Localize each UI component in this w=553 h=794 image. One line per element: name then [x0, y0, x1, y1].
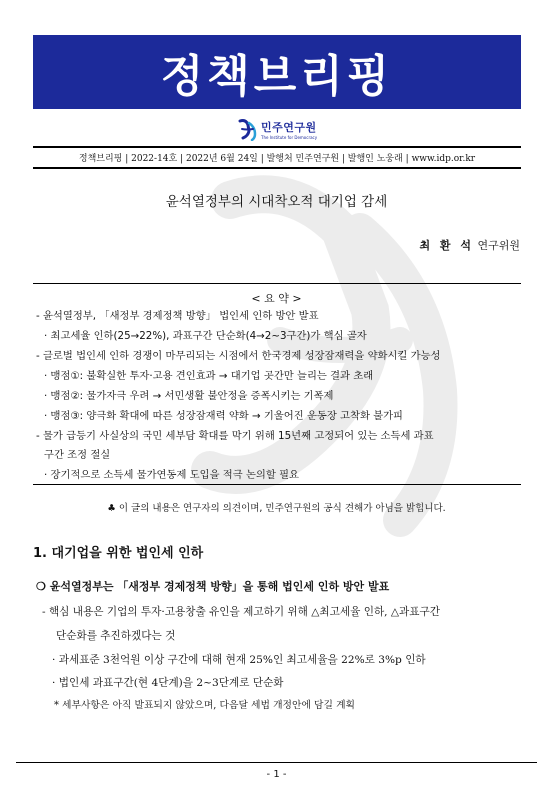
body-line: · 법인세 과표구간(현 4단계)을 2~3단계로 단순화 [52, 677, 284, 689]
summary-line: · 맹점②: 물가자극 우려 → 서민생활 불안정을 증폭시키는 기폭제 [44, 390, 334, 402]
author-name: 최 환 석 [419, 239, 474, 252]
page-number: - 1 - [266, 769, 287, 780]
summary-heading: < 요 약 > [251, 292, 302, 305]
institute-logo-icon [236, 117, 258, 141]
summary-line: · 맹점①: 불확실한 투자·고용 견인효과 → 대기업 곳간만 늘리는 결과 초래 [44, 370, 374, 382]
footer-rule [16, 762, 537, 763]
section-bullet-heading: ❍ 윤석열정부는 「새정부 경제정책 방향」을 통해 법인세 인하 방안 발표 [36, 580, 390, 593]
disclaimer-notice: ♣ 이 글의 내용은 연구자의 의견이며, 민주연구원의 공식 견해가 아님을 밝힙니다. [107, 503, 446, 514]
summary-line: · 맹점③: 양극화 확대에 따른 성장잠재력 약화 → 기울어진 운동장 고착화 불가피 [44, 410, 404, 422]
institute-logo [236, 117, 317, 141]
logo-name: 민주연구원 [261, 120, 317, 134]
summary-line: 구간 조정 절실 [44, 449, 111, 461]
section-heading: 1. 대기업을 위한 법인세 인하 [33, 546, 204, 561]
summary-line: - 물가 급등기 사실상의 국민 세부담 확대를 막기 위해 15년째 고정되어 있는 소득세 과표 [36, 430, 434, 442]
banner-title: 정책브리핑 [160, 51, 394, 102]
author-role: 연구위원 [477, 239, 520, 252]
author-line [419, 237, 520, 253]
summary-line: · 장기적으로 소득세 물가연동제 도입을 적극 논의할 필요 [44, 469, 299, 481]
header-banner [33, 35, 521, 109]
summary-line: - 글로벌 법인세 인하 경쟁이 마무리되는 시점에서 한국경제 성장잠재력을 약화시킬 가능성 [36, 350, 441, 362]
header-rule-top [33, 146, 521, 148]
summary-line: · 최고세율 인하(25→22%), 과표구간 단순화(4→2~3구간)가 핵심 골자 [44, 330, 367, 342]
logo-subtitle: The Institute for Democracy [261, 134, 318, 140]
summary-line: - 윤석열정부, 「새정부 경제정책 방향」 법인세 인하 방안 발표 [36, 310, 319, 322]
body-line: 단순화를 추진하겠다는 것 [56, 630, 176, 642]
body-line: · 과세표준 3천억원 이상 구간에 대해 현재 25%인 최고세율을 22%로 3%p 인하 [52, 654, 426, 666]
header-rule-bottom [33, 167, 521, 169]
publication-info: 정책브리핑 | 2022-14호 | 2022년 6월 24일 | 발행처 민주연구원 | 발행인 노웅래 | www.idp.or.kr [78, 154, 476, 164]
body-line: - 핵심 내용은 기업의 투자·고용창출 유인을 제고하기 위해 △최고세율 인하, △과표구간 [42, 606, 440, 618]
footnote-line: * 세부사항은 아직 발표되지 않았으며, 다음달 세법 개정안에 담길 계획 [54, 700, 356, 711]
document-title: 윤석열정부의 시대착오적 대기업 감세 [165, 194, 388, 210]
